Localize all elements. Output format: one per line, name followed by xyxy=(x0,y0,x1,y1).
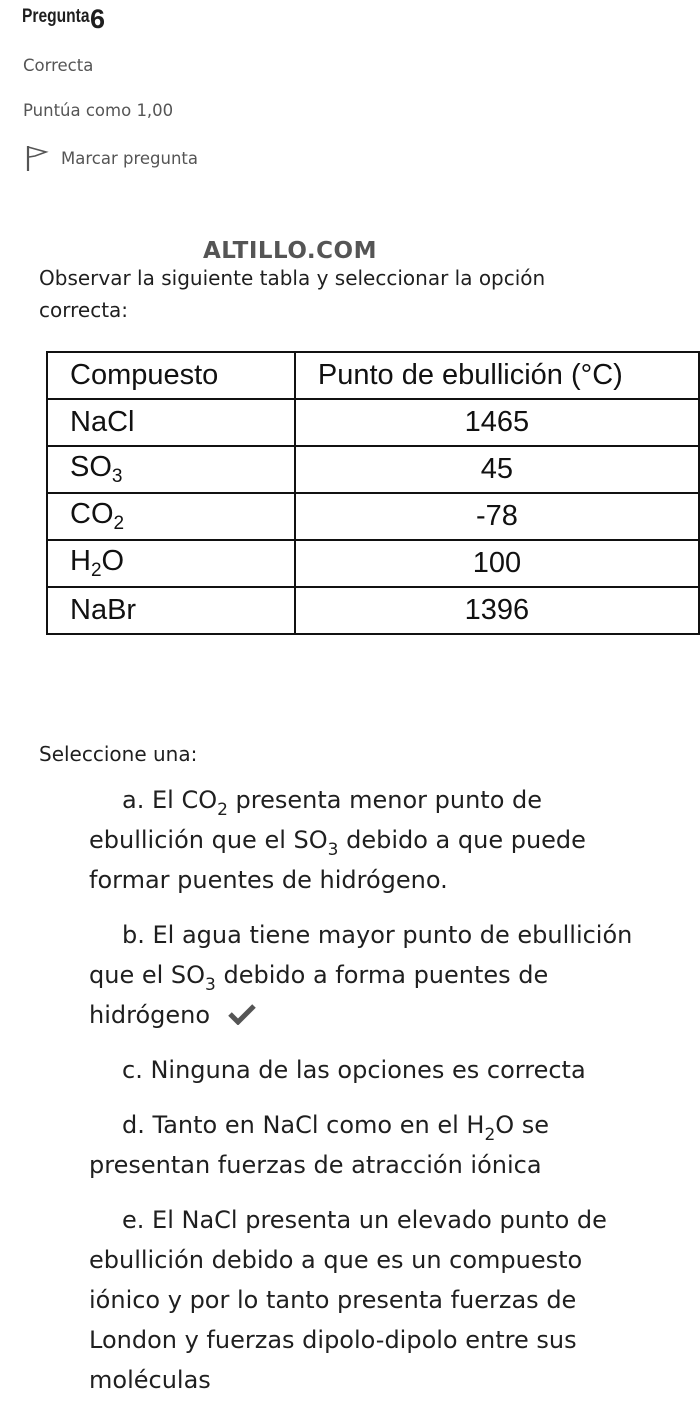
option-subscript: 2 xyxy=(217,800,228,820)
option-d[interactable] xyxy=(89,1105,649,1185)
formula-base: SO xyxy=(70,451,112,483)
formula-subscript: 3 xyxy=(111,466,123,487)
question-prompt: Observar la siguiente tabla y seleccionar la opción correcta: xyxy=(39,266,546,322)
table-header-compound: Compuesto xyxy=(47,352,295,399)
option-letter: e. xyxy=(122,1206,145,1234)
compound-cell: NaBr xyxy=(47,587,295,634)
option-e[interactable] xyxy=(89,1200,649,1400)
question-number: 6 xyxy=(90,4,106,34)
option-letter: b. xyxy=(122,921,145,949)
formula-pre: H xyxy=(70,545,91,577)
boiling-point-table xyxy=(46,351,700,635)
option-letter: a. xyxy=(122,786,145,814)
table-row xyxy=(47,587,699,634)
table-row xyxy=(47,540,699,587)
option-text: El CO xyxy=(151,786,218,814)
table-row xyxy=(47,493,699,540)
formula-post: O xyxy=(101,545,125,577)
value-cell: 45 xyxy=(295,446,699,493)
flag-question-label: Marcar pregunta xyxy=(61,148,198,168)
table-row xyxy=(47,446,699,493)
option-text: Tanto en NaCl como en el H xyxy=(152,1111,485,1139)
flag-icon xyxy=(25,144,49,172)
option-text: O se presentan fuerzas de atracción iónica xyxy=(89,1111,550,1179)
option-c[interactable] xyxy=(89,1050,649,1090)
value-cell: 100 xyxy=(295,540,699,587)
table-header-row xyxy=(47,352,699,399)
option-letter: c. xyxy=(122,1056,143,1084)
formula-subscript: 2 xyxy=(113,513,125,534)
value-cell: -78 xyxy=(295,493,699,540)
option-text: presenta menor punto de ebullición que el SO xyxy=(89,786,543,854)
flag-question-button[interactable] xyxy=(25,144,198,172)
compound-cell xyxy=(47,493,295,540)
formula-subscript: 2 xyxy=(90,560,102,581)
option-b[interactable] xyxy=(89,915,649,1035)
question-label: Pregunta xyxy=(22,6,90,27)
compound-cell xyxy=(47,446,295,493)
option-text: El NaCl presenta un elevado punto de ebullición debido a que es un compuesto iónico y por lo tanto presenta fuerzas de London y fuerzas dipolo-dipolo entre sus moléculas xyxy=(89,1206,607,1394)
option-subscript: 2 xyxy=(484,1125,496,1145)
option-text: debido a que puede formar puentes de hidrógeno. xyxy=(89,826,586,894)
option-subscript: 3 xyxy=(205,975,216,995)
option-text: Ninguna de las opciones es correcta xyxy=(150,1056,586,1084)
option-subscript: 3 xyxy=(327,840,339,860)
watermark: ALTILLO.COM xyxy=(203,238,377,264)
value-cell: 1396 xyxy=(295,587,699,634)
compound-cell: NaCl xyxy=(47,399,295,446)
compound-cell xyxy=(47,540,295,587)
value-cell: 1465 xyxy=(295,399,699,446)
question-title xyxy=(22,4,106,34)
table-header-boiling-point: Punto de ebullición (°C) xyxy=(295,352,699,399)
formula-base: CO xyxy=(70,498,114,530)
select-one-label: Seleccione una: xyxy=(39,742,198,766)
question-grade: Puntúa como 1,00 xyxy=(23,101,174,120)
option-letter: d. xyxy=(122,1111,145,1139)
table-row xyxy=(47,399,699,446)
check-icon xyxy=(228,1003,256,1025)
option-text: debido a forma puentes de hidrógeno xyxy=(89,961,549,1029)
option-a[interactable] xyxy=(89,780,649,900)
question-state: Correcta xyxy=(23,56,94,75)
option-text: El agua tiene mayor punto de ebullición que el SO xyxy=(89,921,633,989)
